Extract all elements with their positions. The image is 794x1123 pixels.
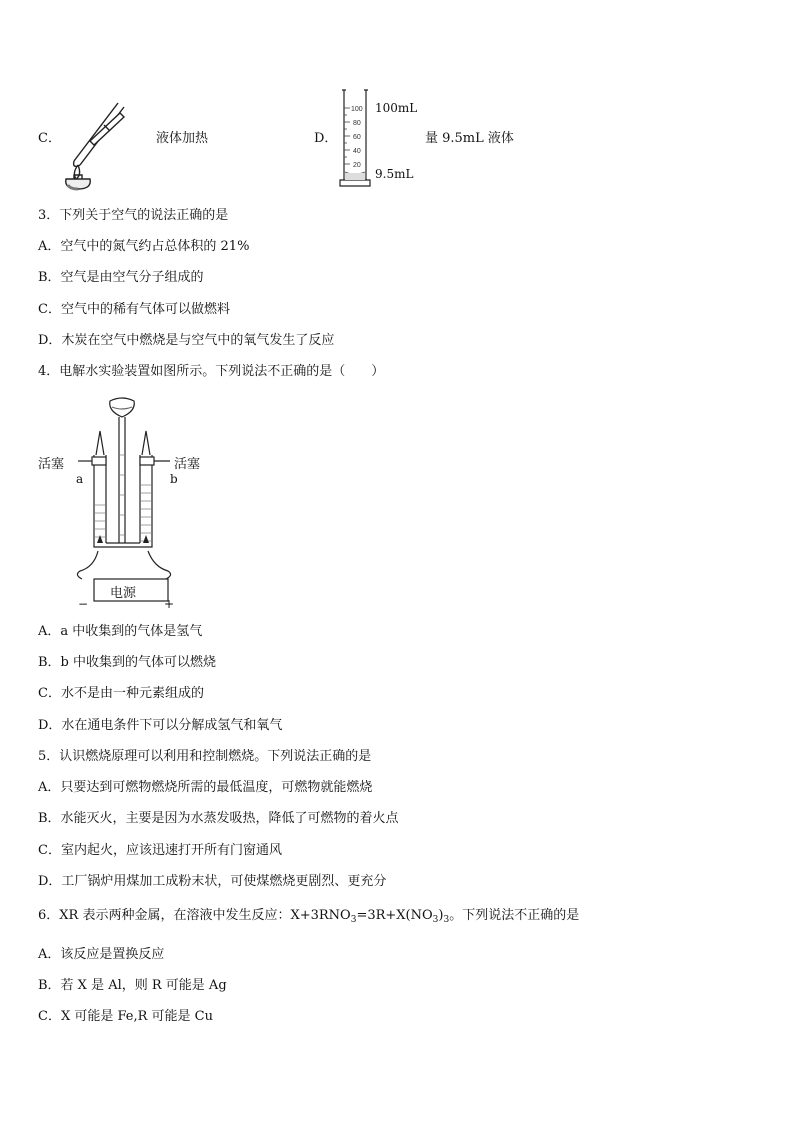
- question-5-option-b: B．水能灭火，主要是因为水蒸发吸热，降低了可燃物的着火点: [38, 811, 399, 826]
- question-5-stem: 5．认识燃烧原理可以利用和控制燃烧。下列说法正确的是: [38, 749, 372, 764]
- question-3-option-a: A．空气中的氮气约占总体积的 21%: [38, 239, 250, 254]
- cylinder-scale-80: 80: [353, 120, 361, 127]
- positive-terminal-label: +: [164, 597, 175, 611]
- cylinder-bottom-label: 9.5mL: [375, 167, 414, 181]
- question-3-option-c: C．空气中的稀有气体可以做燃料: [38, 302, 230, 317]
- question-3-option-b: B．空气是由空气分子组成的: [38, 270, 204, 285]
- question-3-option-d: D．木炭在空气中燃烧是与空气中的氧气发生了反应: [38, 333, 335, 348]
- cylinder-scale-100: 100: [351, 106, 363, 113]
- heating-apparatus-illustration: [60, 95, 130, 190]
- cylinder-scale-20: 20: [353, 162, 361, 169]
- option-d-caption: 量 9.5mL 液体: [425, 131, 514, 146]
- question-5-option-d: D．工厂锅炉用煤加工成粉末状，可使煤燃烧更剧烈、更充分: [38, 874, 387, 889]
- tube-a-label: a: [76, 472, 84, 486]
- reaction-equation: $X+3RNO_3=3R+X(NO_3)_3$: [290, 908, 450, 925]
- electrolysis-apparatus-illustration: [40, 395, 220, 610]
- question-4-stem: 4．电解水实验装置如图所示。下列说法不正确的是（ ）: [38, 364, 385, 379]
- option-d-letter: D．: [314, 131, 338, 146]
- question-6-stem-suffix: 。下列说法不正确的是: [449, 908, 580, 923]
- question-6-stem-prefix: 6．XR 表示两种金属，在溶液中发生反应：: [38, 908, 291, 923]
- question-6-option-b: B．若 X 是 Al，则 R 可能是 Ag: [38, 978, 227, 993]
- question-4-option-b: B．b 中收集到的气体可以燃烧: [38, 655, 217, 670]
- question-5-option-c: C．室内起火，应该迅速打开所有门窗通风: [38, 843, 282, 858]
- cylinder-scale-40: 40: [353, 148, 361, 155]
- negative-terminal-label: −: [78, 597, 89, 611]
- tube-b-label: b: [170, 472, 178, 486]
- graduated-cylinder-illustration: [338, 88, 372, 188]
- option-c-caption: 液体加热: [156, 131, 209, 146]
- question-4-option-a: A．a 中收集到的气体是氢气: [38, 624, 203, 639]
- question-6-option-c: C．X 可能是 Fe,R 可能是 Cu: [38, 1009, 213, 1024]
- question-3-stem: 3．下列关于空气的说法正确的是: [38, 208, 229, 223]
- valve-left-label: 活塞: [38, 457, 65, 472]
- cylinder-scale-60: 60: [353, 134, 361, 141]
- power-supply-label: 电源: [110, 586, 137, 601]
- question-4-option-d: D．水在通电条件下可以分解成氢气和氧气: [38, 718, 283, 733]
- question-5-option-a: A．只要达到可燃物燃烧所需的最低温度，可燃物就能燃烧: [38, 780, 373, 795]
- cylinder-top-label: 100mL: [375, 101, 418, 115]
- option-c-letter: C．: [38, 131, 61, 146]
- question-6-option-a: A．该反应是置换反应: [38, 947, 165, 962]
- question-6-stem: [38, 908, 579, 928]
- question-4-option-c: C．水不是由一种元素组成的: [38, 686, 204, 701]
- valve-right-label: 活塞: [174, 457, 201, 472]
